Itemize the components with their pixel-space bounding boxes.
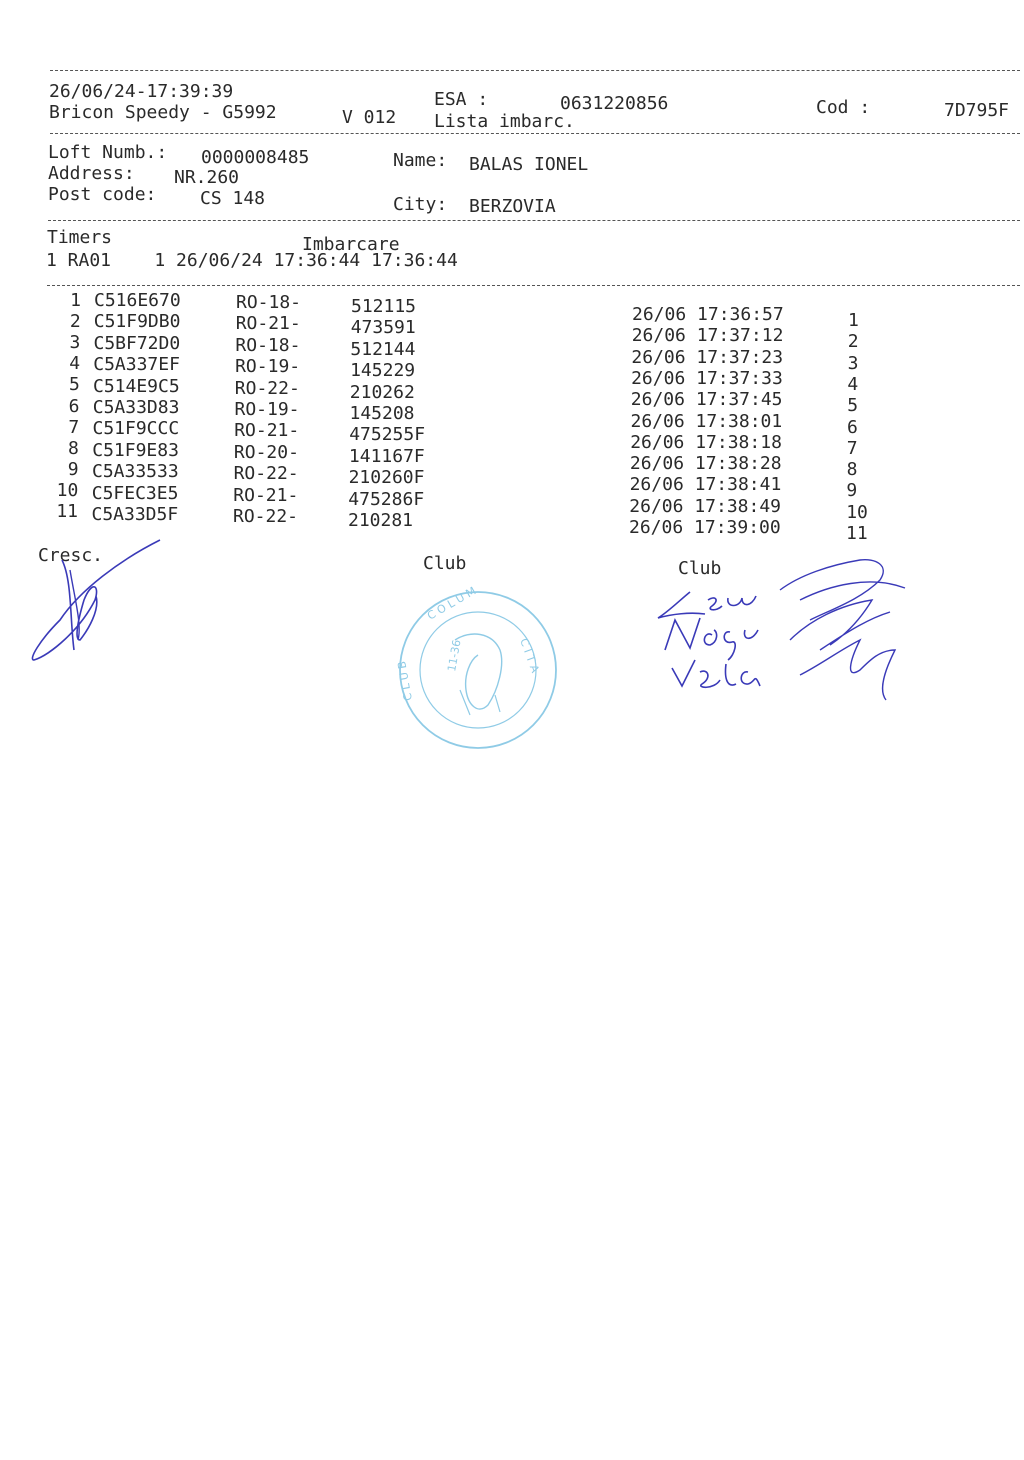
device-version: V 012 <box>342 107 397 128</box>
entry-number: 1 <box>70 290 81 311</box>
entry-position: 5 <box>847 395 859 417</box>
device-name: Bricon Speedy - G5992 <box>49 102 277 123</box>
name-label: Name: <box>393 150 448 171</box>
postcode-label: Post code: <box>48 184 157 205</box>
entry-chip-id: C5BF72D0 <box>93 332 181 354</box>
entry-ring-prefix: RO-19- <box>234 399 300 420</box>
entry-ring-number: 475286F <box>348 488 425 510</box>
entry-number: 6 <box>68 395 80 417</box>
entry-position: 11 <box>846 523 868 544</box>
esa-label: ESA : <box>434 89 489 110</box>
entry-chip-id: C5A337EF <box>93 354 180 376</box>
entry-position: 8 <box>846 459 858 481</box>
address-value: NR.260 <box>174 167 240 188</box>
entry-position: 2 <box>847 331 859 353</box>
club-label-center: Club <box>423 553 467 574</box>
entry-ring-prefix: RO-20- <box>233 441 299 463</box>
entry-arrival-time: 26/06 17:38:49 <box>629 495 782 517</box>
entry-chip-id: C5FEC3E5 <box>91 482 179 504</box>
entry-chip-id: C5A33D83 <box>92 397 180 418</box>
club-label-right: Club <box>678 558 722 579</box>
entry-number: 3 <box>69 332 81 354</box>
entry-ring-prefix: RO-18- <box>235 334 301 356</box>
city-value: BERZOVIA <box>469 196 556 217</box>
entry-ring-number: 473591 <box>350 317 416 339</box>
svg-text:11-36: 11-36 <box>445 638 464 673</box>
entry-position: 4 <box>847 373 859 395</box>
entry-arrival-time: 26/06 17:37:33 <box>631 367 783 389</box>
esa-value: 0631220856 <box>560 93 669 114</box>
city-label: City: <box>393 194 448 215</box>
name-value: BALAS IONEL <box>469 154 589 175</box>
entry-ring-prefix: RO-22- <box>233 463 299 485</box>
entry-arrival-time: 26/06 17:38:18 <box>630 431 782 453</box>
address-label: Address: <box>48 163 135 184</box>
entry-chip-id: C514E9C5 <box>93 375 180 397</box>
entry-position: 7 <box>846 437 858 459</box>
entry-number: 2 <box>69 311 81 333</box>
entry-arrival-time: 26/06 17:36:57 <box>632 304 784 325</box>
cresc-label: Cresc. <box>38 545 104 566</box>
entry-arrival-time: 26/06 17:37:12 <box>631 325 784 347</box>
entry-number: 9 <box>67 458 79 480</box>
postcode-value: CS 148 <box>200 188 266 209</box>
entry-ring-number: 210281 <box>348 510 414 531</box>
list-type: Lista imbarc. <box>434 111 575 132</box>
entry-chip-id: C51F9CCC <box>92 418 180 440</box>
entry-position: 6 <box>847 416 858 438</box>
entry-ring-prefix: RO-21- <box>235 313 301 335</box>
entry-number: 8 <box>68 437 79 459</box>
entry-position: 3 <box>847 352 859 374</box>
entry-ring-prefix: RO-18- <box>236 292 302 313</box>
entry-ring-prefix: RO-21- <box>234 420 300 442</box>
entry-ring-number: 210260F <box>348 467 425 489</box>
svg-text:C O L U M: C O L U M <box>425 584 479 623</box>
entry-ring-prefix: RO-22- <box>233 506 299 527</box>
entry-chip-id: C516E670 <box>94 290 181 311</box>
entry-chip-id: C5A33D5F <box>91 504 179 525</box>
cod-label: Cod : <box>816 97 871 118</box>
entry-arrival-time: 26/06 17:39:00 <box>629 517 781 538</box>
entry-number: 10 <box>56 479 79 501</box>
entry-number: 5 <box>68 374 80 396</box>
entry-chip-id: C51F9E83 <box>92 439 179 461</box>
svg-text:C I T A: C I T A <box>517 636 542 675</box>
entry-chip-id: C51F9DB0 <box>93 311 181 333</box>
entry-ring-number: 145208 <box>349 403 415 424</box>
entry-arrival-time: 26/06 17:38:41 <box>629 474 782 496</box>
entry-arrival-time: 26/06 17:38:28 <box>629 453 782 475</box>
entry-ring-number: 512144 <box>350 338 416 360</box>
entry-arrival-time: 26/06 17:37:23 <box>631 346 784 368</box>
entry-ring-number: 210262 <box>349 381 415 403</box>
entry-ring-prefix: RO-22- <box>234 377 300 399</box>
loft-value: 0000008485 <box>201 147 310 168</box>
entry-number: 11 <box>56 501 78 522</box>
cod-value: 7D795F <box>944 100 1010 121</box>
timer-row: 1 RA01 1 26/06/24 17:36:44 17:36:44 <box>46 250 458 271</box>
entry-number: 7 <box>68 416 80 438</box>
entry-ring-prefix: RO-19- <box>235 356 301 378</box>
report-datetime: 26/06/24-17:39:39 <box>49 81 234 102</box>
entry-ring-number: 141167F <box>348 445 425 467</box>
entry-ring-number: 145229 <box>350 360 416 382</box>
entry-ring-prefix: RO-21- <box>233 484 299 506</box>
imbarcare-label: Imbarcare <box>302 234 400 255</box>
timers-label: Timers <box>47 227 113 248</box>
entry-number: 4 <box>69 353 81 375</box>
entry-arrival-time: 26/06 17:38:01 <box>630 410 783 432</box>
entry-position: 9 <box>846 480 858 502</box>
entry-ring-number: 512115 <box>351 296 417 317</box>
entry-arrival-time: 26/06 17:37:45 <box>630 389 783 411</box>
loft-label: Loft Numb.: <box>48 142 168 163</box>
svg-text:C L U B: C L U B <box>395 660 415 702</box>
entry-ring-number: 475255F <box>349 424 426 446</box>
entry-position: 10 <box>846 501 868 523</box>
entry-chip-id: C5A33533 <box>92 461 179 483</box>
entry-position: 1 <box>848 310 859 331</box>
